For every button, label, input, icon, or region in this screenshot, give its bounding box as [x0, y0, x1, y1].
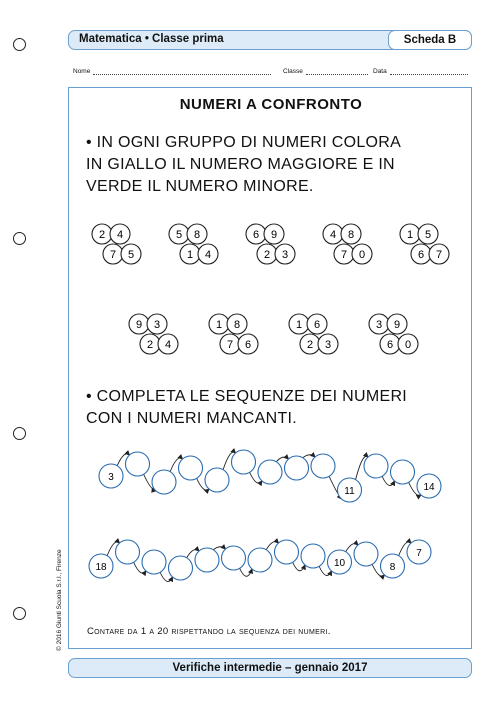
- group-number: 1: [186, 249, 194, 261]
- sequence-circle[interactable]: [285, 456, 309, 480]
- group-number: 5: [175, 229, 183, 241]
- number-sequence: [99, 450, 441, 502]
- sequence-circle[interactable]: [179, 456, 203, 480]
- page-title: NUMERI A CONFRONTO: [179, 96, 363, 113]
- class-label: Classe: [283, 68, 303, 75]
- sequence-number: 8: [389, 562, 396, 573]
- group-number: 2: [306, 339, 314, 351]
- header-bar: [68, 30, 472, 50]
- instruction-line: VERDE IL NUMERO MINORE.: [86, 178, 314, 195]
- number-sequence: [89, 540, 431, 581]
- student-fields: [73, 67, 469, 79]
- class-field[interactable]: [283, 67, 368, 75]
- group-number: 6: [252, 229, 260, 241]
- sequence-circle[interactable]: [232, 450, 256, 474]
- group-number: 4: [116, 229, 124, 241]
- group-number: 5: [127, 249, 135, 261]
- instruction-line: CON I NUMERI MANCANTI.: [86, 410, 298, 427]
- group-number: 9: [270, 229, 278, 241]
- sequence-circle[interactable]: [248, 548, 272, 572]
- group-number: 0: [358, 249, 366, 261]
- sequence-number: 14: [423, 482, 435, 493]
- group-number: 6: [313, 319, 321, 331]
- date-field[interactable]: [373, 67, 468, 75]
- date-label: Data: [373, 68, 387, 75]
- sequence-circle[interactable]: [364, 454, 388, 478]
- group-number: 0: [404, 339, 412, 351]
- group-number: 8: [193, 229, 201, 241]
- exercise-frame: [68, 87, 472, 649]
- sequence-arrow: [240, 568, 253, 576]
- number-sequences: [69, 88, 473, 650]
- group-number: 3: [375, 319, 383, 331]
- sequence-circle[interactable]: [258, 460, 282, 484]
- sequence-circle[interactable]: [142, 550, 166, 574]
- name-label: Nome: [73, 68, 91, 75]
- sequence-circle[interactable]: [311, 454, 335, 478]
- group-number: 9: [393, 319, 401, 331]
- group-number: 8: [347, 229, 355, 241]
- group-number: 7: [435, 249, 443, 261]
- sequence-circle[interactable]: [205, 468, 229, 492]
- sequence-number: 10: [333, 558, 346, 569]
- group-number: 2: [98, 229, 106, 241]
- punch-hole: [13, 427, 26, 440]
- sequence-circle[interactable]: [152, 470, 176, 494]
- footer-bar: Verifiche intermedie – gennaio 2017: [68, 658, 472, 678]
- counting-note: Contare da 1 a 20 rispettando la sequenza dei numeri.: [87, 626, 331, 637]
- group-number: 3: [153, 319, 161, 331]
- group-number: 3: [324, 339, 332, 351]
- instruction-line: • IN OGNI GRUPPO DI NUMERI COLORA: [86, 134, 402, 151]
- sequence-arrow: [303, 455, 316, 458]
- name-field[interactable]: [73, 67, 271, 75]
- punch-hole: [13, 38, 26, 51]
- sequence-number: 11: [344, 486, 355, 497]
- group-number: 1: [295, 319, 303, 331]
- group-number: 4: [204, 249, 212, 261]
- group-number: 6: [386, 339, 394, 351]
- instruction-line: IN GIALLO IL NUMERO MAGGIORE E IN: [86, 156, 395, 173]
- group-number: 4: [329, 229, 337, 241]
- copyright: © 2016 Giunti Scuola S.r.l., Firenze: [56, 549, 63, 651]
- sequence-circle[interactable]: [126, 452, 150, 476]
- group-number: 5: [424, 229, 432, 241]
- sequence-circle[interactable]: [354, 542, 378, 566]
- sequence-arrow: [213, 547, 226, 550]
- sequence-circle[interactable]: [301, 544, 325, 568]
- group-number: 2: [146, 339, 154, 351]
- group-number: 2: [263, 249, 271, 261]
- sequence-number: 7: [416, 548, 422, 559]
- sequence-circle[interactable]: [116, 540, 140, 564]
- group-number: 7: [340, 249, 348, 261]
- group-number: 3: [281, 249, 289, 261]
- sequence-number: 3: [108, 472, 114, 483]
- instruction-line: • COMPLETA LE SEQUENZE DEI NUMERI: [86, 388, 408, 405]
- group-number: 8: [233, 319, 241, 331]
- header-subject: Matematica • Classe prima: [79, 33, 224, 45]
- sequence-circle[interactable]: [222, 546, 246, 570]
- group-number: 6: [244, 339, 252, 351]
- sequence-circle[interactable]: [169, 556, 193, 580]
- group-number: 9: [135, 319, 143, 331]
- group-number: 4: [164, 339, 172, 351]
- sequence-circle[interactable]: [195, 548, 219, 572]
- group-number: 7: [109, 249, 117, 261]
- group-number: 6: [417, 249, 425, 261]
- punch-hole: [13, 232, 26, 245]
- group-number: 1: [215, 319, 223, 331]
- group-number: 1: [406, 229, 414, 241]
- sequence-circle[interactable]: [391, 460, 415, 484]
- sequence-circle[interactable]: [275, 540, 299, 564]
- sequence-number: 18: [95, 562, 107, 573]
- sheet-label: Scheda B: [388, 30, 472, 50]
- group-number: 7: [226, 339, 234, 351]
- punch-hole: [13, 607, 26, 620]
